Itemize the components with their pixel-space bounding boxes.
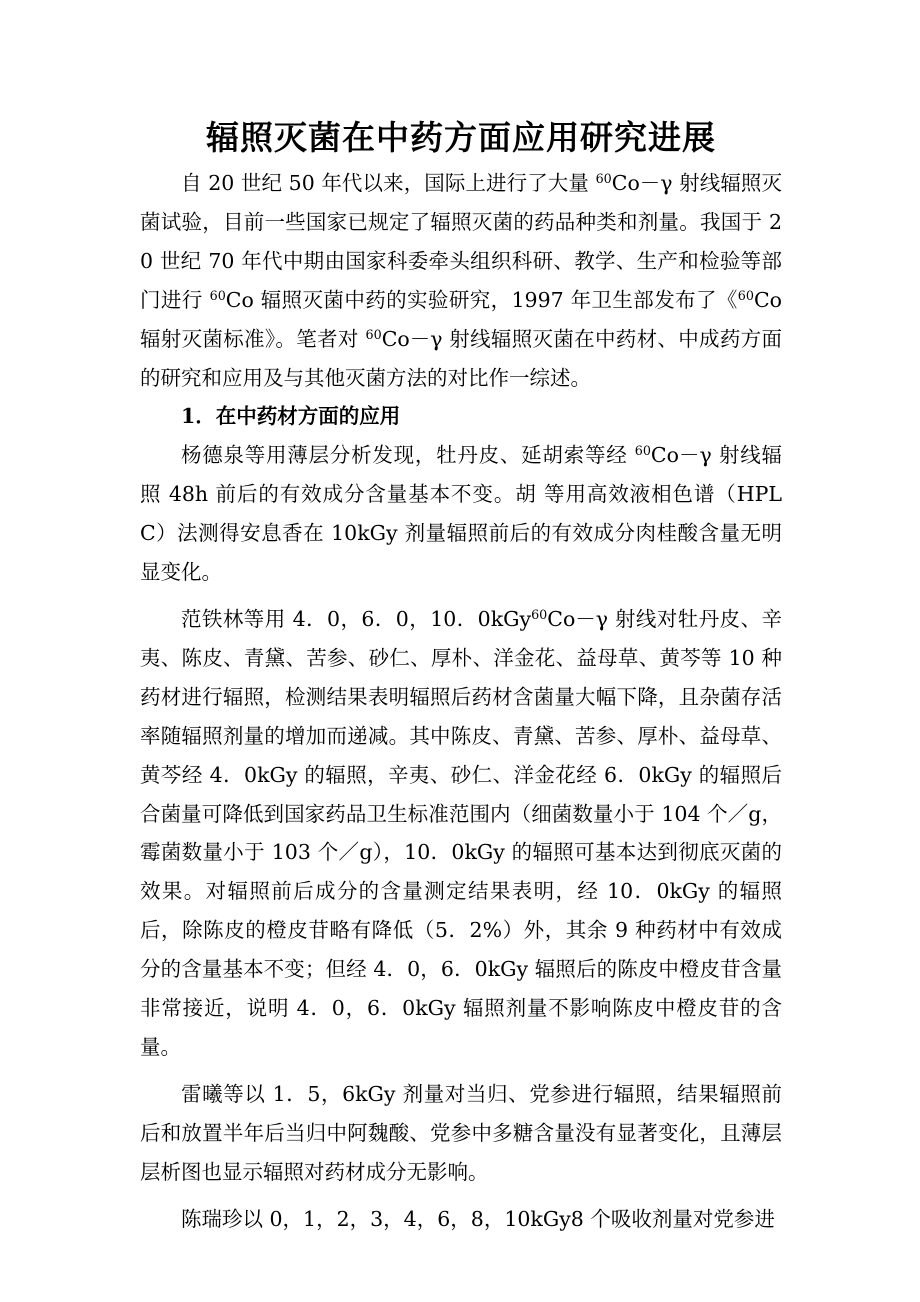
text-run: 范铁林等用 4．0，6．0，10．0kGy bbox=[181, 606, 532, 631]
text-run: 雷曦等以 1．5，6kGy 剂量对当归、党参进行辐照，结果辐照前后和放置半年后当归中阿魏酸、党参中多糖含量没有显著变化，且薄层层析图也显示辐照对药材成分无影响。 bbox=[140, 1081, 782, 1184]
section-heading: 1．在中药材方面的应用 bbox=[181, 404, 401, 429]
text-run: Co－γ 射线辐照 48h 前后的有效成分含量基本不变。胡 等用高效液相色谱（HPLC）法测得安息香在 10kGy 剂量辐照前后的有效成分肉桂酸含量无明显变化。 bbox=[140, 443, 782, 585]
document-page bbox=[140, 112, 782, 1238]
document-body bbox=[140, 164, 782, 1238]
isotope-superscript: 60 bbox=[634, 443, 651, 459]
body-paragraph bbox=[140, 1200, 782, 1239]
text-run: Co 辐照灭菌中药的实验研究，1997 年卫生部发布了《 bbox=[225, 287, 738, 312]
document-title: 辐照灭菌在中药方面应用研究进展 bbox=[206, 118, 716, 157]
text-run: Co－γ 射线辐照灭菌在中药材、中成药方面的研究和应用及与其他灭菌方法的对比作一综述。 bbox=[140, 326, 782, 390]
text-run: 自 20 世纪 50 年代以来，国际上进行了大量 bbox=[181, 171, 596, 195]
text-run: Co 辐射灭菌标准》。笔者对 bbox=[140, 287, 782, 351]
isotope-superscript: 60 bbox=[209, 287, 226, 303]
body-paragraph bbox=[140, 436, 782, 592]
text-run: 杨德泉等用薄层分析发现，牡丹皮、延胡索等经 bbox=[181, 443, 635, 468]
isotope-superscript: 60 bbox=[531, 606, 548, 622]
isotope-superscript: 60 bbox=[595, 171, 612, 187]
isotope-superscript: 60 bbox=[365, 326, 382, 342]
text-run: Co－γ 射线对牡丹皮、辛夷、陈皮、青黛、苦参、砂仁、厚朴、洋金花、益母草、黄芩等 10 种药材进行辐照，检测结果表明辐照后药材含菌量大幅下降，且杂菌存活率随辐照剂量的增加而递减。其中陈皮、青黛、苦参、厚朴、益母草、黄芩经 4．0kGy 的辐照，辛夷、砂仁、洋金花经 6．0kGy 的辐照后合菌量可降低到国家药品卫生标准范围内（细菌数量小于 104 个／g，霉菌数量小于 103 个／g），10．0kGy 的辐照可基本达到彻底灭菌的效果。对辐照前后成分的含量测定结果表明，经 10．0kGy 的辐照后，除陈皮的橙皮苷略有降低（5．2%）外，其余 9 种药材中有效成分的含量基本不变；但经 4．0，6．0kGy 辐照后的陈皮中橙皮苷含量非常接近，说明 4．0，6．0kGy 辐照剂量不影响陈皮中橙皮苷的含量。 bbox=[140, 606, 783, 1059]
body-paragraph bbox=[140, 164, 782, 397]
text-run: Co－γ 射线辐照灭菌试验，目前一些国家已规定了辐照灭菌的药品种类和剂量。我国于 20 世纪 70 年代中期由国家科委牵头组织科研、教学、生产和检验等部门进行 bbox=[140, 171, 782, 312]
isotope-superscript: 60 bbox=[737, 287, 754, 303]
text-run: 陈瑞珍以 0，1，2，3，4，6，8，10kGy8 个吸收剂量对党参进 bbox=[181, 1206, 775, 1231]
body-paragraph bbox=[140, 600, 782, 1067]
body-paragraph bbox=[140, 1075, 782, 1192]
